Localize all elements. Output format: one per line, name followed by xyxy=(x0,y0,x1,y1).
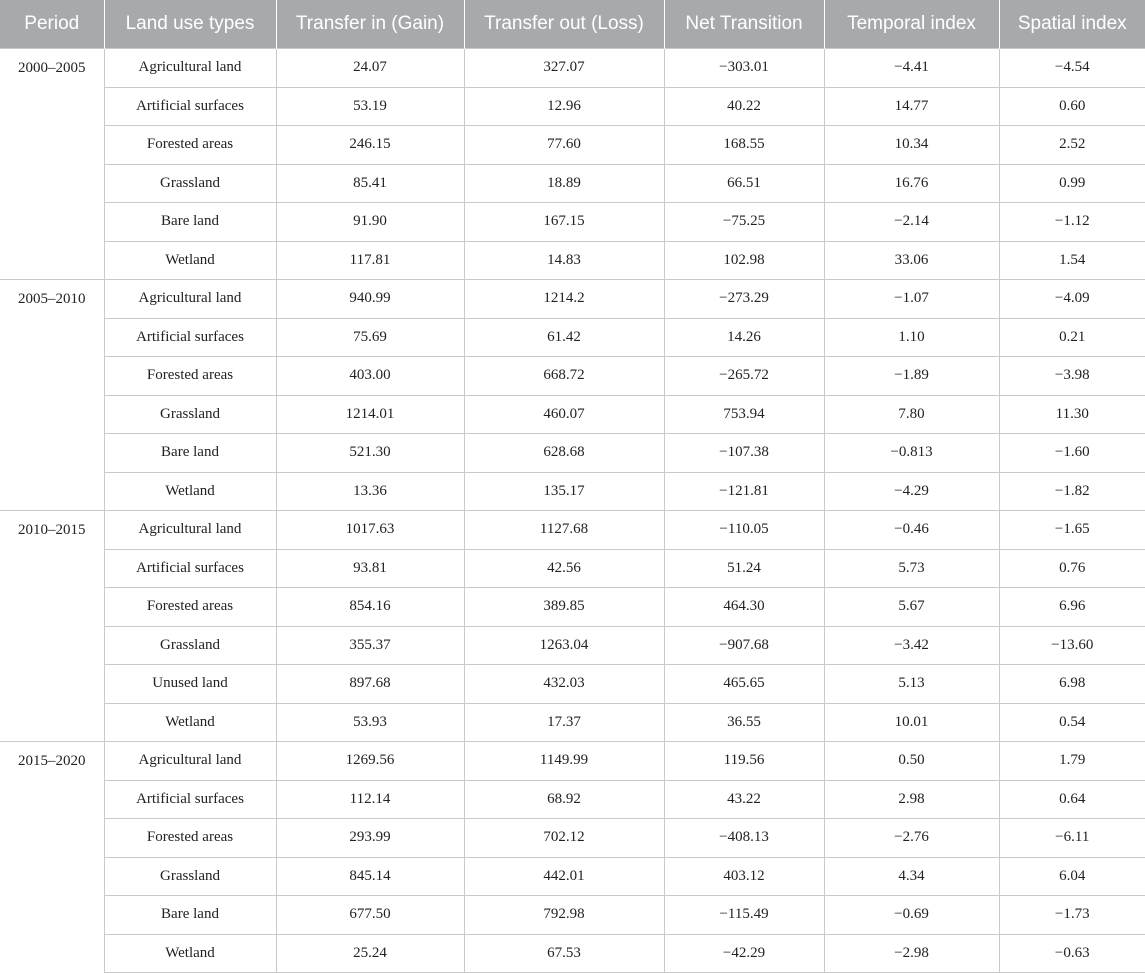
transfer-in-cell: 403.00 xyxy=(276,357,464,396)
temporal-index-cell: −3.42 xyxy=(824,626,999,665)
header-transfer-out: Transfer out (Loss) xyxy=(464,0,664,49)
temporal-index-cell: 5.73 xyxy=(824,549,999,588)
transfer-in-cell: 940.99 xyxy=(276,280,464,319)
spatial-index-cell: 0.60 xyxy=(999,87,1145,126)
transfer-in-cell: 854.16 xyxy=(276,588,464,627)
land-use-type-cell: Forested areas xyxy=(104,588,276,627)
temporal-index-cell: −2.14 xyxy=(824,203,999,242)
transfer-in-cell: 25.24 xyxy=(276,934,464,973)
land-use-type-cell: Agricultural land xyxy=(104,49,276,88)
transfer-out-cell: 460.07 xyxy=(464,395,664,434)
transfer-in-cell: 355.37 xyxy=(276,626,464,665)
net-transition-cell: 465.65 xyxy=(664,665,824,704)
transfer-out-cell: 702.12 xyxy=(464,819,664,858)
table-row xyxy=(0,626,1145,665)
period-cell: 2005–2010 xyxy=(0,280,104,511)
temporal-index-cell: 2.98 xyxy=(824,780,999,819)
temporal-index-cell: 10.34 xyxy=(824,126,999,165)
transfer-in-cell: 521.30 xyxy=(276,434,464,473)
temporal-index-cell: 33.06 xyxy=(824,241,999,280)
period-cell: 2010–2015 xyxy=(0,511,104,742)
temporal-index-cell: −4.41 xyxy=(824,49,999,88)
spatial-index-cell: 6.98 xyxy=(999,665,1145,704)
spatial-index-cell: 11.30 xyxy=(999,395,1145,434)
temporal-index-cell: −4.29 xyxy=(824,472,999,511)
net-transition-cell: 403.12 xyxy=(664,857,824,896)
transfer-out-cell: 135.17 xyxy=(464,472,664,511)
net-transition-cell: 36.55 xyxy=(664,703,824,742)
net-transition-cell: −75.25 xyxy=(664,203,824,242)
transfer-out-cell: 12.96 xyxy=(464,87,664,126)
period-cell: 2000–2005 xyxy=(0,49,104,280)
land-use-type-cell: Grassland xyxy=(104,164,276,203)
land-use-type-cell: Grassland xyxy=(104,857,276,896)
spatial-index-cell: −1.65 xyxy=(999,511,1145,550)
land-use-type-cell: Wetland xyxy=(104,472,276,511)
net-transition-cell: −408.13 xyxy=(664,819,824,858)
net-transition-cell: −907.68 xyxy=(664,626,824,665)
header-net-transition: Net Transition xyxy=(664,0,824,49)
land-use-type-cell: Artificial surfaces xyxy=(104,318,276,357)
table-row xyxy=(0,703,1145,742)
spatial-index-cell: −13.60 xyxy=(999,626,1145,665)
table-row xyxy=(0,126,1145,165)
transfer-out-cell: 432.03 xyxy=(464,665,664,704)
table-row xyxy=(0,742,1145,781)
net-transition-cell: 119.56 xyxy=(664,742,824,781)
table-row xyxy=(0,665,1145,704)
land-use-type-cell: Forested areas xyxy=(104,126,276,165)
transfer-in-cell: 24.07 xyxy=(276,49,464,88)
table-row xyxy=(0,241,1145,280)
table-row xyxy=(0,857,1145,896)
spatial-index-cell: 6.96 xyxy=(999,588,1145,627)
transfer-out-cell: 792.98 xyxy=(464,896,664,935)
table-row xyxy=(0,934,1145,973)
spatial-index-cell: 2.52 xyxy=(999,126,1145,165)
transfer-in-cell: 117.81 xyxy=(276,241,464,280)
transfer-out-cell: 628.68 xyxy=(464,434,664,473)
net-transition-cell: 464.30 xyxy=(664,588,824,627)
land-use-type-cell: Agricultural land xyxy=(104,280,276,319)
net-transition-cell: 14.26 xyxy=(664,318,824,357)
net-transition-cell: 66.51 xyxy=(664,164,824,203)
spatial-index-cell: −1.82 xyxy=(999,472,1145,511)
temporal-index-cell: 10.01 xyxy=(824,703,999,742)
table-row xyxy=(0,896,1145,935)
transfer-in-cell: 1269.56 xyxy=(276,742,464,781)
spatial-index-cell: −1.12 xyxy=(999,203,1145,242)
transfer-out-cell: 18.89 xyxy=(464,164,664,203)
land-use-type-cell: Bare land xyxy=(104,896,276,935)
spatial-index-cell: −6.11 xyxy=(999,819,1145,858)
net-transition-cell: −273.29 xyxy=(664,280,824,319)
table-body xyxy=(0,49,1145,973)
transfer-out-cell: 67.53 xyxy=(464,934,664,973)
transfer-in-cell: 13.36 xyxy=(276,472,464,511)
table-row xyxy=(0,395,1145,434)
transfer-out-cell: 42.56 xyxy=(464,549,664,588)
land-use-type-cell: Bare land xyxy=(104,203,276,242)
transfer-out-cell: 77.60 xyxy=(464,126,664,165)
land-use-type-cell: Unused land xyxy=(104,665,276,704)
spatial-index-cell: 0.76 xyxy=(999,549,1145,588)
transfer-out-cell: 1149.99 xyxy=(464,742,664,781)
transfer-out-cell: 17.37 xyxy=(464,703,664,742)
temporal-index-cell: −0.46 xyxy=(824,511,999,550)
table-row xyxy=(0,318,1145,357)
spatial-index-cell: 1.54 xyxy=(999,241,1145,280)
transfer-out-cell: 167.15 xyxy=(464,203,664,242)
land-use-type-cell: Artificial surfaces xyxy=(104,780,276,819)
transfer-in-cell: 112.14 xyxy=(276,780,464,819)
spatial-index-cell: −1.60 xyxy=(999,434,1145,473)
land-use-type-cell: Artificial surfaces xyxy=(104,87,276,126)
temporal-index-cell: 16.76 xyxy=(824,164,999,203)
net-transition-cell: −265.72 xyxy=(664,357,824,396)
table-header xyxy=(0,0,1145,49)
land-use-type-cell: Wetland xyxy=(104,934,276,973)
transfer-out-cell: 668.72 xyxy=(464,357,664,396)
table-row xyxy=(0,511,1145,550)
table-row xyxy=(0,434,1145,473)
net-transition-cell: −303.01 xyxy=(664,49,824,88)
net-transition-cell: 43.22 xyxy=(664,780,824,819)
table-row xyxy=(0,819,1145,858)
transfer-out-cell: 14.83 xyxy=(464,241,664,280)
transfer-out-cell: 327.07 xyxy=(464,49,664,88)
land-use-type-cell: Grassland xyxy=(104,626,276,665)
transfer-in-cell: 75.69 xyxy=(276,318,464,357)
transfer-in-cell: 93.81 xyxy=(276,549,464,588)
header-spatial-index: Spatial index xyxy=(999,0,1145,49)
table-row xyxy=(0,549,1145,588)
spatial-index-cell: −0.63 xyxy=(999,934,1145,973)
net-transition-cell: 102.98 xyxy=(664,241,824,280)
header-row xyxy=(0,0,1145,49)
temporal-index-cell: 4.34 xyxy=(824,857,999,896)
period-cell: 2015–2020 xyxy=(0,742,104,973)
table-row xyxy=(0,164,1145,203)
spatial-index-cell: −1.73 xyxy=(999,896,1145,935)
table-row xyxy=(0,87,1145,126)
transfer-in-cell: 53.93 xyxy=(276,703,464,742)
transfer-out-cell: 61.42 xyxy=(464,318,664,357)
transfer-in-cell: 1214.01 xyxy=(276,395,464,434)
temporal-index-cell: −1.07 xyxy=(824,280,999,319)
transfer-in-cell: 1017.63 xyxy=(276,511,464,550)
temporal-index-cell: 0.50 xyxy=(824,742,999,781)
temporal-index-cell: −2.98 xyxy=(824,934,999,973)
net-transition-cell: −107.38 xyxy=(664,434,824,473)
temporal-index-cell: 1.10 xyxy=(824,318,999,357)
table-row xyxy=(0,280,1145,319)
temporal-index-cell: −2.76 xyxy=(824,819,999,858)
temporal-index-cell: 7.80 xyxy=(824,395,999,434)
net-transition-cell: 168.55 xyxy=(664,126,824,165)
header-temporal-index: Temporal index xyxy=(824,0,999,49)
net-transition-cell: 51.24 xyxy=(664,549,824,588)
land-use-type-cell: Grassland xyxy=(104,395,276,434)
transfer-out-cell: 1263.04 xyxy=(464,626,664,665)
net-transition-cell: 753.94 xyxy=(664,395,824,434)
temporal-index-cell: 5.13 xyxy=(824,665,999,704)
transfer-in-cell: 677.50 xyxy=(276,896,464,935)
land-use-type-cell: Wetland xyxy=(104,703,276,742)
spatial-index-cell: 1.79 xyxy=(999,742,1145,781)
transfer-out-cell: 442.01 xyxy=(464,857,664,896)
header-transfer-in: Transfer in (Gain) xyxy=(276,0,464,49)
spatial-index-cell: 0.54 xyxy=(999,703,1145,742)
land-use-type-cell: Agricultural land xyxy=(104,511,276,550)
transfer-out-cell: 68.92 xyxy=(464,780,664,819)
table-row xyxy=(0,203,1145,242)
temporal-index-cell: 14.77 xyxy=(824,87,999,126)
spatial-index-cell: 6.04 xyxy=(999,857,1145,896)
transfer-in-cell: 897.68 xyxy=(276,665,464,704)
table-row xyxy=(0,357,1145,396)
net-transition-cell: −110.05 xyxy=(664,511,824,550)
temporal-index-cell: −0.813 xyxy=(824,434,999,473)
land-use-type-cell: Bare land xyxy=(104,434,276,473)
transfer-out-cell: 1127.68 xyxy=(464,511,664,550)
transfer-in-cell: 85.41 xyxy=(276,164,464,203)
table-row xyxy=(0,472,1145,511)
net-transition-cell: −121.81 xyxy=(664,472,824,511)
spatial-index-cell: 0.64 xyxy=(999,780,1145,819)
net-transition-cell: −42.29 xyxy=(664,934,824,973)
temporal-index-cell: −0.69 xyxy=(824,896,999,935)
spatial-index-cell: 0.99 xyxy=(999,164,1145,203)
table-row xyxy=(0,49,1145,88)
header-period: Period xyxy=(0,0,104,49)
net-transition-cell: −115.49 xyxy=(664,896,824,935)
table-row xyxy=(0,588,1145,627)
land-use-type-cell: Wetland xyxy=(104,241,276,280)
transfer-in-cell: 53.19 xyxy=(276,87,464,126)
temporal-index-cell: 5.67 xyxy=(824,588,999,627)
land-use-type-cell: Agricultural land xyxy=(104,742,276,781)
table-row xyxy=(0,780,1145,819)
land-use-type-cell: Forested areas xyxy=(104,357,276,396)
transfer-out-cell: 389.85 xyxy=(464,588,664,627)
net-transition-cell: 40.22 xyxy=(664,87,824,126)
header-land-use-types: Land use types xyxy=(104,0,276,49)
transfer-out-cell: 1214.2 xyxy=(464,280,664,319)
land-use-type-cell: Artificial surfaces xyxy=(104,549,276,588)
spatial-index-cell: 0.21 xyxy=(999,318,1145,357)
transfer-in-cell: 246.15 xyxy=(276,126,464,165)
spatial-index-cell: −4.09 xyxy=(999,280,1145,319)
temporal-index-cell: −1.89 xyxy=(824,357,999,396)
spatial-index-cell: −4.54 xyxy=(999,49,1145,88)
spatial-index-cell: −3.98 xyxy=(999,357,1145,396)
transfer-in-cell: 293.99 xyxy=(276,819,464,858)
land-use-type-cell: Forested areas xyxy=(104,819,276,858)
transfer-in-cell: 845.14 xyxy=(276,857,464,896)
transfer-in-cell: 91.90 xyxy=(276,203,464,242)
